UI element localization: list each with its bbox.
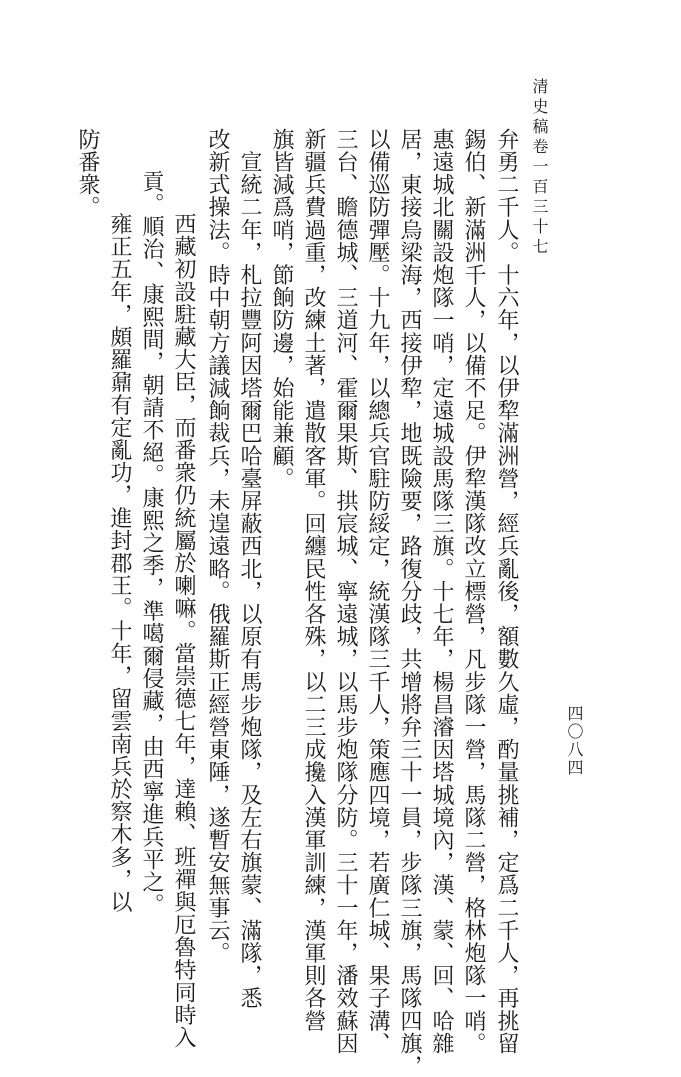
text-column: 改新式操法。時中朝方議減餉裁兵，未遑遠略。俄羅斯正經營東陲，遂暫安無事云。 <box>205 128 230 965</box>
text-column: 宣統二年，札拉豐阿因塔爾巴哈臺屏蔽西北，以原有馬步炮隊，及左右旗蒙、滿隊，悉 <box>237 128 262 1010</box>
text-column: 惠遠城北關設炮隊一哨，定遠城設馬隊三旗。十七年，楊昌濬因塔城境內，漢、蒙、回、哈雜 <box>429 128 454 1055</box>
text-column: 錫伯、新滿洲千人，以備不足。伊犂漢隊改立標營，凡步隊一營，馬隊二營，格林炮隊一哨。 <box>461 128 486 1055</box>
text-column: 貢。順治、康熙間，朝請不絕。康熙之季，準噶爾侵藏，由西寧進兵平之。 <box>139 170 164 916</box>
text-column: 三台、瞻德城、三道河、霍爾果斯、拱宸城、寧遠城，以馬步炮隊分防。三十一年，潘效蘇因 <box>333 128 358 1055</box>
text-column: 雍正五年，頗羅鼐有定亂功，進封郡王。十年，留雲南兵於察木多，以 <box>107 190 132 914</box>
text-column: 居，東接烏梁海，西接伊犂，地既險要，路復分歧，共增將弁三十一員，步隊三旗，馬隊四旗， <box>397 128 422 1077</box>
running-title: 清史稿卷一百三十七 <box>530 78 549 258</box>
page-number: 四〇八四 <box>565 705 584 777</box>
text-column: 西藏初設駐藏大臣，而番衆仍統屬於喇嘛。當崇德七年，達賴、班禪與厄魯特同時入 <box>171 190 196 1049</box>
text-column: 旗皆減爲哨，節餉防邊，始能兼顧。 <box>269 128 294 490</box>
text-column: 防番衆。 <box>75 128 100 219</box>
text-column: 新疆兵費過重，改練土著，遣散客軍。回纏民性各殊，以二三成攙入漢軍訓練，漢軍則各營 <box>301 128 326 1032</box>
text-column: 弁勇二千人。十六年，以伊犂滿洲營，經兵亂後，額數久虛，酌量挑補，定爲二千人，再挑留 <box>494 128 519 1055</box>
text-column: 以備巡防彈壓。十九年，以總兵官駐防綏定，統漢隊三千人，策應四境，若廣仁城、果子溝、 <box>365 128 390 1055</box>
